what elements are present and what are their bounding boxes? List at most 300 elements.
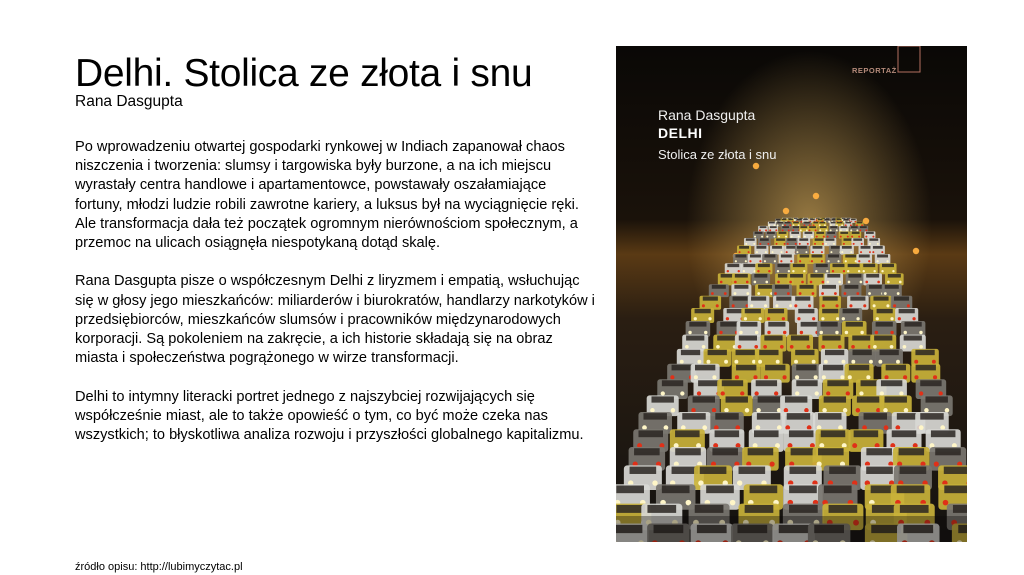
- vehicle-light: [745, 408, 750, 413]
- vehicle-light: [919, 391, 923, 395]
- vehicle-light: [858, 236, 860, 238]
- cover-title: DELHI: [658, 125, 703, 141]
- vehicle-light: [856, 408, 861, 413]
- vehicle-window: [813, 246, 823, 249]
- vehicle-light: [856, 292, 859, 295]
- vehicle-light: [708, 317, 711, 320]
- vehicle-light: [754, 345, 758, 349]
- vehicle-light: [873, 304, 876, 307]
- vehicle-window: [715, 430, 740, 437]
- vehicle-window: [826, 238, 835, 240]
- vehicle-window: [837, 219, 842, 220]
- vehicle-window: [799, 238, 808, 240]
- vehicle-window: [882, 264, 894, 267]
- vehicle-window: [681, 350, 700, 355]
- vehicle-window: [801, 322, 818, 327]
- cover-author: Rana Dasgupta: [658, 107, 756, 123]
- vehicle-light: [796, 251, 798, 253]
- source-note: źródło opisu: http://lubimyczytac.pl: [75, 561, 243, 573]
- vehicle-window: [793, 226, 800, 228]
- vehicle-light: [821, 292, 824, 295]
- vehicle-light: [797, 317, 800, 320]
- vehicle-window: [853, 238, 862, 240]
- vehicle-window: [634, 448, 660, 455]
- description-paragraph-3: Delhi to intymny literacki portret jednego z najszybciej rozwijających się współcześnie miast, ale to także opowieść o tym, co być może czeka nas wszystkich; to błyskotliwa analiza rozwoju i przyszłości globalnego kapitalizmu.: [75, 388, 584, 444]
- vehicle-light: [790, 260, 792, 262]
- vehicle-light: [735, 375, 739, 379]
- cover-bottom-shade: [616, 516, 967, 542]
- vehicle-light: [795, 391, 799, 395]
- vehicle-light: [840, 375, 844, 379]
- vehicle-window: [920, 413, 943, 420]
- vehicle-window: [662, 485, 690, 493]
- vehicle-light: [835, 331, 838, 334]
- vehicle-light: [789, 281, 792, 284]
- vehicle-window: [809, 226, 816, 228]
- street-light: [913, 248, 919, 254]
- vehicle-light: [783, 331, 786, 334]
- vehicle-window: [821, 430, 846, 437]
- vehicle-light: [753, 243, 755, 245]
- vehicle-window: [843, 309, 859, 313]
- vehicle-window: [900, 467, 927, 474]
- vehicle-light: [721, 391, 725, 395]
- street-light: [863, 218, 869, 224]
- vehicle-window: [821, 322, 838, 327]
- vehicle-light: [716, 304, 719, 307]
- vehicle-window: [745, 505, 774, 513]
- vehicle-window: [845, 222, 851, 224]
- vehicle-light: [794, 360, 798, 364]
- vehicle-light: [873, 345, 877, 349]
- vehicle-light: [884, 375, 888, 379]
- vehicle-window: [772, 246, 782, 249]
- vehicle-window: [777, 264, 789, 267]
- vehicle-window: [846, 322, 863, 327]
- vehicle-light: [732, 304, 735, 307]
- vehicle-light: [819, 229, 821, 231]
- vehicle-light: [838, 281, 841, 284]
- vehicle-light: [754, 391, 758, 395]
- vehicle-window: [768, 322, 785, 327]
- vehicle-light: [791, 236, 793, 238]
- vehicle-window: [672, 365, 692, 371]
- vehicle-light: [868, 260, 870, 262]
- vehicle-window: [915, 350, 934, 355]
- vehicle-window: [849, 365, 869, 371]
- vehicle-light: [787, 292, 790, 295]
- vehicle-light: [827, 281, 830, 284]
- vehicle-window: [863, 264, 875, 267]
- vehicle-light: [759, 260, 761, 262]
- vehicle-window: [715, 413, 738, 420]
- vehicle-window: [787, 238, 796, 240]
- description: [75, 138, 595, 464]
- vehicle-light: [860, 331, 863, 334]
- vehicle-window: [892, 430, 917, 437]
- vehicle-window: [735, 254, 746, 257]
- vehicle-window: [675, 448, 701, 455]
- vehicle-light: [914, 360, 918, 364]
- vehicle-window: [698, 380, 719, 386]
- vehicle-light: [815, 391, 819, 395]
- vehicle-light: [764, 260, 766, 262]
- vehicle-light: [789, 304, 792, 307]
- vehicle-light: [799, 292, 802, 295]
- vehicle-light: [863, 304, 866, 307]
- vehicle-light: [767, 243, 769, 245]
- vehicle-light: [945, 408, 950, 413]
- vehicle-light: [843, 408, 848, 413]
- vehicle-window: [944, 485, 967, 493]
- vehicle-light: [774, 391, 778, 395]
- vehicle-light: [803, 270, 805, 272]
- vehicle-light: [865, 236, 867, 238]
- vehicle-window: [869, 285, 883, 289]
- vehicle-light: [899, 391, 903, 395]
- vehicle-light: [877, 243, 879, 245]
- vehicle-light: [912, 317, 915, 320]
- vehicle-window: [852, 335, 870, 340]
- vehicle-window: [944, 467, 967, 474]
- vehicle-window: [866, 448, 892, 455]
- vehicle-window: [789, 430, 814, 437]
- vehicle-light: [724, 292, 727, 295]
- vehicle-light: [822, 304, 825, 307]
- vehicle-window: [739, 335, 757, 340]
- vehicle-light: [727, 270, 729, 272]
- vehicle-light: [805, 251, 807, 253]
- vehicle-light: [812, 360, 816, 364]
- vehicle-light: [781, 251, 783, 253]
- vehicle-window: [810, 219, 815, 220]
- vehicle-window: [693, 396, 715, 402]
- vehicle-window: [643, 413, 666, 420]
- vehicle-light: [875, 331, 878, 334]
- vehicle-window: [824, 396, 846, 402]
- vehicle-window: [733, 296, 748, 300]
- vehicle-light: [824, 360, 828, 364]
- vehicle-light: [774, 260, 776, 262]
- vehicle-light: [650, 408, 655, 413]
- vehicle-light: [878, 360, 882, 364]
- vehicle-light: [745, 243, 747, 245]
- vehicle-window: [789, 505, 818, 513]
- vehicle-window: [765, 365, 785, 371]
- vehicle-light: [787, 243, 789, 245]
- vehicle-light: [808, 304, 811, 307]
- vehicle-window: [745, 309, 761, 313]
- street-light: [753, 163, 759, 169]
- vehicle-window: [866, 232, 874, 234]
- vehicle-window: [851, 226, 858, 228]
- vehicle-window: [616, 505, 645, 513]
- vehicle-light: [903, 345, 907, 349]
- vehicle-light: [810, 281, 813, 284]
- vehicle-light: [784, 243, 786, 245]
- vehicle-light: [745, 260, 747, 262]
- vehicle-window: [739, 246, 749, 249]
- vehicle-window: [695, 505, 724, 513]
- vehicle-light: [823, 236, 825, 238]
- vehicle-window: [830, 226, 837, 228]
- vehicle-light: [814, 375, 818, 379]
- vehicle-window: [827, 232, 835, 234]
- vehicle-light: [719, 331, 722, 334]
- vehicle-light: [919, 425, 924, 430]
- vehicle-light: [843, 270, 845, 272]
- vehicle-window: [823, 365, 843, 371]
- vehicle-light: [739, 251, 741, 253]
- vehicle-window: [760, 226, 767, 228]
- vehicle-light: [836, 304, 839, 307]
- vehicle-window: [751, 296, 766, 300]
- vehicle-light: [914, 375, 918, 379]
- vehicle-light: [924, 408, 929, 413]
- vehicle-window: [796, 365, 816, 371]
- vehicle-window: [791, 448, 817, 455]
- vehicle-light: [845, 260, 847, 262]
- vehicle-light: [827, 260, 829, 262]
- vehicle-light: [754, 281, 757, 284]
- vehicle-light: [716, 345, 720, 349]
- vehicle-light: [827, 236, 829, 238]
- vehicle-light: [739, 331, 742, 334]
- vehicle-window: [805, 232, 813, 234]
- vehicle-window: [904, 335, 922, 340]
- vehicle-window: [827, 380, 848, 386]
- vehicle-light: [890, 317, 893, 320]
- vehicle-window: [825, 350, 844, 355]
- vehicle-window: [793, 264, 805, 267]
- vehicle-light: [843, 243, 845, 245]
- vehicle-light: [754, 236, 756, 238]
- vehicle-light: [893, 304, 896, 307]
- vehicle-window: [782, 219, 787, 220]
- vehicle-window: [726, 396, 748, 402]
- vehicle-window: [750, 254, 761, 257]
- vehicle-light: [838, 345, 842, 349]
- vehicle-light: [775, 304, 778, 307]
- vehicle-window: [638, 430, 663, 437]
- vehicle-window: [803, 219, 808, 220]
- vehicle-light: [859, 391, 863, 395]
- vehicle-window: [840, 232, 848, 234]
- vehicle-light: [869, 251, 871, 253]
- vehicle-window: [775, 285, 789, 289]
- vehicle-light: [800, 221, 802, 223]
- vehicle-window: [750, 485, 778, 493]
- vehicle-light: [799, 260, 801, 262]
- vehicle-light: [814, 243, 816, 245]
- vehicle-light: [939, 391, 943, 395]
- vehicle-window: [837, 222, 843, 224]
- vehicle-window: [787, 413, 810, 420]
- vehicle-window: [841, 226, 848, 228]
- vehicle-light: [890, 345, 894, 349]
- vehicle-window: [708, 350, 727, 355]
- vehicle-light: [788, 229, 790, 231]
- vehicle-window: [877, 309, 893, 313]
- vehicle-window: [869, 238, 878, 240]
- vehicle-window: [727, 309, 743, 313]
- vehicle-light: [734, 292, 737, 295]
- vehicle-window: [755, 232, 763, 234]
- vehicle-window: [857, 222, 863, 224]
- vehicle-window: [700, 467, 727, 474]
- vehicle-light: [834, 236, 836, 238]
- vehicle-light: [748, 251, 750, 253]
- vehicle-window: [790, 467, 817, 474]
- vehicle-light: [830, 229, 832, 231]
- vehicle-window: [822, 335, 840, 340]
- vehicle-light: [738, 345, 742, 349]
- vehicle-light: [804, 408, 809, 413]
- vehicle-light: [661, 391, 665, 395]
- vehicle-light: [702, 345, 706, 349]
- vehicle-window: [776, 238, 785, 240]
- vehicle-window: [788, 219, 793, 220]
- vehicle-light: [825, 243, 827, 245]
- vehicle-window: [720, 322, 737, 327]
- vehicle-light: [872, 251, 874, 253]
- vehicle-light: [798, 236, 800, 238]
- vehicle-window: [852, 350, 871, 355]
- vehicle-window: [748, 448, 774, 455]
- vehicle-light: [807, 345, 811, 349]
- street-light: [783, 208, 789, 214]
- vehicle-light: [881, 270, 883, 272]
- vehicle-light: [865, 281, 868, 284]
- vehicle-light: [837, 260, 839, 262]
- vehicle-window: [844, 238, 853, 240]
- vehicle-light: [807, 243, 809, 245]
- description-paragraph-1: Po wprowadzeniu otwartej gospodarki rynkowej w Indiach zapanował chaos niszczenia i tworzenia: slumsy i targowiska były burzone, a na ich miejscu wyrastały centra handlowe i apartamentowce, powstawały oszałamiające fortuny, młodzi ludzie robili zawrotne kariery, a luksus był na wyciągnięcie ręki. Ale transformacja dała też początek ogromnym nierównościom społecznym, a przemoc na ulicach osiągnęła niespotykaną dotąd skalę.: [75, 139, 579, 252]
- vehicle-window: [793, 222, 799, 224]
- vehicle-light: [794, 304, 797, 307]
- vehicle-light: [757, 292, 760, 295]
- vehicle-light: [765, 229, 767, 231]
- vehicle-light: [856, 317, 859, 320]
- vehicle-light: [784, 408, 789, 413]
- street-light: [813, 193, 819, 199]
- vehicle-light: [711, 292, 714, 295]
- vehicle-window: [833, 264, 845, 267]
- vehicle-light: [764, 304, 767, 307]
- vehicle-window: [866, 274, 879, 278]
- vehicle-window: [885, 285, 899, 289]
- vehicle-light: [816, 236, 818, 238]
- vehicle-light: [883, 408, 888, 413]
- vehicle-window: [820, 226, 827, 228]
- vehicle-window: [767, 232, 775, 234]
- vehicle-window: [815, 238, 824, 240]
- vehicle-light: [777, 281, 780, 284]
- vehicle-light: [869, 243, 871, 245]
- vehicle-light: [697, 360, 701, 364]
- vehicle-light: [780, 260, 782, 262]
- vehicle-light: [743, 270, 745, 272]
- vehicle-light: [861, 243, 863, 245]
- vehicle-light: [792, 229, 794, 231]
- vehicle-light: [850, 251, 852, 253]
- vehicle-window: [682, 413, 705, 420]
- vehicle-window: [953, 505, 967, 513]
- vehicle-light: [850, 229, 852, 231]
- vehicle-light: [853, 243, 855, 245]
- vehicle-light: [934, 461, 939, 466]
- vehicle-light: [881, 251, 883, 253]
- vehicle-light: [826, 391, 830, 395]
- vehicle-light: [873, 270, 875, 272]
- vehicle-light: [907, 304, 910, 307]
- vehicle-light: [859, 229, 861, 231]
- vehicle-light: [844, 292, 847, 295]
- vehicle-window: [844, 219, 849, 220]
- vehicle-window: [873, 296, 888, 300]
- vehicle-light: [868, 292, 871, 295]
- vehicle-light: [768, 270, 770, 272]
- vehicle-light: [691, 408, 696, 413]
- vehicle-light: [841, 251, 843, 253]
- vehicle-light: [876, 317, 879, 320]
- vehicle-light: [772, 251, 774, 253]
- vehicle-light: [694, 375, 698, 379]
- vehicle-window: [647, 505, 676, 513]
- vehicle-window: [885, 396, 907, 402]
- vehicle-light: [785, 236, 787, 238]
- vehicle-light: [846, 229, 848, 231]
- vehicle-light: [865, 229, 867, 231]
- vehicle-light: [846, 391, 850, 395]
- vehicle-window: [721, 274, 734, 278]
- vehicle-light: [848, 375, 852, 379]
- vehicle-window: [842, 246, 852, 249]
- vehicle-light: [761, 236, 763, 238]
- vehicle-window: [899, 448, 925, 455]
- vehicle-window: [829, 467, 856, 474]
- vehicle-light: [904, 331, 907, 334]
- vehicle-window: [785, 396, 807, 402]
- vehicle-light: [753, 375, 757, 379]
- vehicle-light: [776, 243, 778, 245]
- vehicle-window: [777, 222, 783, 224]
- vehicle-light: [822, 375, 826, 379]
- vehicle-light: [840, 236, 842, 238]
- vehicle-window: [717, 335, 735, 340]
- vehicle-light: [765, 281, 768, 284]
- vehicle-light: [884, 292, 887, 295]
- vehicle-light: [821, 345, 825, 349]
- vehicle-light: [815, 229, 817, 231]
- vehicle-light: [777, 270, 779, 272]
- vehicle-light: [821, 317, 824, 320]
- vehicle-window: [791, 232, 799, 234]
- vehicle-light: [680, 391, 684, 395]
- vehicle-light: [766, 236, 768, 238]
- vehicle-light: [799, 243, 801, 245]
- vehicle-light: [712, 408, 717, 413]
- vehicle-light: [783, 375, 787, 379]
- vehicle-window: [675, 430, 700, 437]
- vehicle-light: [820, 331, 823, 334]
- vehicle-window: [757, 413, 780, 420]
- vehicle-window: [754, 430, 779, 437]
- vehicle-window: [746, 238, 755, 240]
- vehicle-window: [800, 254, 811, 257]
- vehicle-window: [827, 274, 840, 278]
- vehicle-window: [756, 246, 766, 249]
